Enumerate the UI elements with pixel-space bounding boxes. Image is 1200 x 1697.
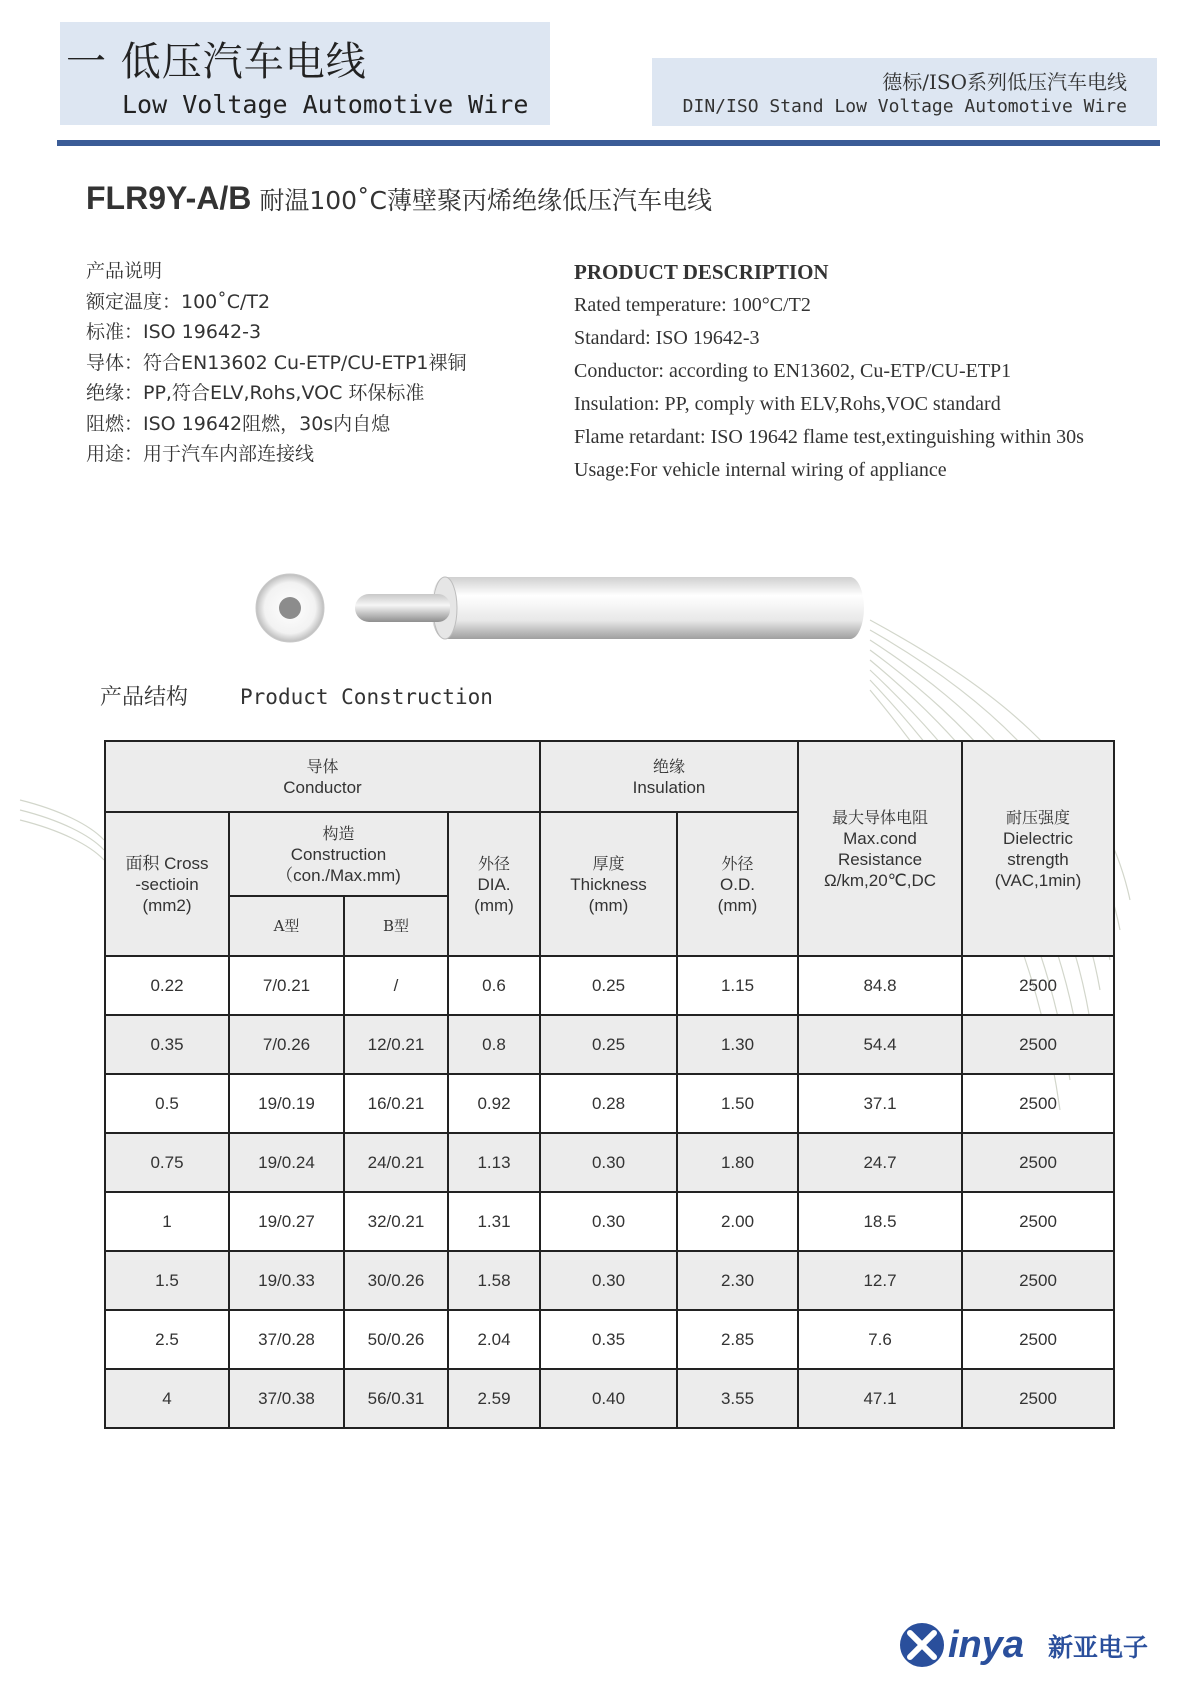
cell-cross-section: 0.75	[105, 1133, 229, 1192]
cell-dia: 0.6	[448, 956, 540, 1015]
cell-thickness: 0.28	[540, 1074, 677, 1133]
header-cross-section: 面积 Cross -sectioin (mm2)	[105, 812, 229, 956]
xinya-logo-mark	[900, 1623, 944, 1667]
cell-a-type: 37/0.38	[229, 1369, 344, 1428]
table-row	[105, 1015, 1114, 1074]
description-cn-line: 绝缘：PP,符合ELV,Rohs,VOC 环保标准	[86, 382, 425, 404]
wire-cross-section	[256, 574, 324, 642]
cell-od: 1.15	[677, 956, 798, 1015]
cell-resistance: 54.4	[798, 1015, 962, 1074]
cell-a-type: 19/0.24	[229, 1133, 344, 1192]
cell-b-type: 30/0.26	[344, 1251, 448, 1310]
cell-dia: 2.59	[448, 1369, 540, 1428]
spec-table	[104, 740, 1115, 1429]
wire-illustration	[0, 560, 1200, 760]
cell-dielectric: 2500	[962, 1369, 1114, 1428]
header-title-cn: 一 低压汽车电线	[66, 39, 367, 85]
product-title	[86, 180, 712, 217]
cell-od: 2.85	[677, 1310, 798, 1369]
cell-b-type: 16/0.21	[344, 1074, 448, 1133]
description-en-line: Rated temperature: 100°C/T2	[574, 294, 811, 316]
header-conductor: 导体 Conductor	[105, 741, 540, 812]
description-en-line: Conductor: according to EN13602, Cu-ETP/CU-ETP1	[574, 360, 1012, 382]
xinya-logo-cn: 新亚电子	[1048, 1633, 1149, 1662]
table-row	[105, 1192, 1114, 1251]
description-cn-line: 标准：ISO 19642-3	[86, 321, 262, 343]
cell-a-type: 19/0.19	[229, 1074, 344, 1133]
header-thickness: 厚度 Thickness (mm)	[540, 812, 677, 956]
cell-cross-section: 0.35	[105, 1015, 229, 1074]
cell-a-type: 7/0.26	[229, 1015, 344, 1074]
cell-a-type: 19/0.27	[229, 1192, 344, 1251]
cell-thickness: 0.30	[540, 1192, 677, 1251]
table-row	[105, 1310, 1114, 1369]
cell-od: 2.30	[677, 1251, 798, 1310]
construction-heading-en: Product Construction	[240, 685, 493, 709]
cell-cross-section: 0.22	[105, 956, 229, 1015]
header-series-cn: 德标/ISO系列低压汽车电线	[882, 70, 1127, 94]
cell-b-type: 32/0.21	[344, 1192, 448, 1251]
cell-dielectric: 2500	[962, 1310, 1114, 1369]
cell-thickness: 0.25	[540, 956, 677, 1015]
cell-b-type: 24/0.21	[344, 1133, 448, 1192]
description-cn	[86, 256, 467, 470]
cell-thickness: 0.30	[540, 1133, 677, 1192]
cell-b-type: 56/0.31	[344, 1369, 448, 1428]
cell-dielectric: 2500	[962, 1192, 1114, 1251]
description-en-heading: PRODUCT DESCRIPTION	[574, 260, 829, 284]
description-cn-heading: 产品说明	[86, 260, 163, 282]
cell-dia: 1.13	[448, 1133, 540, 1192]
header-conductor-dia: 外径 DIA. (mm)	[448, 812, 540, 956]
header-b-type: B型	[344, 896, 448, 956]
cell-od: 2.00	[677, 1192, 798, 1251]
description-en-line: Usage:For vehicle internal wiring of appliance	[574, 459, 947, 481]
cell-thickness: 0.40	[540, 1369, 677, 1428]
header-title-en: Low Voltage Automotive Wire	[122, 90, 529, 119]
xinya-logo	[898, 1620, 1158, 1670]
cell-cross-section: 2.5	[105, 1310, 229, 1369]
cell-od: 3.55	[677, 1369, 798, 1428]
header-left-box	[60, 22, 550, 125]
cell-cross-section: 0.5	[105, 1074, 229, 1133]
cell-a-type: 7/0.21	[229, 956, 344, 1015]
cell-od: 1.50	[677, 1074, 798, 1133]
description-cn-line: 用途：用于汽车内部连接线	[86, 443, 315, 465]
table-row	[105, 1133, 1114, 1192]
cell-a-type: 19/0.33	[229, 1251, 344, 1310]
cell-dia: 0.8	[448, 1015, 540, 1074]
cell-dia: 1.31	[448, 1192, 540, 1251]
cell-thickness: 0.25	[540, 1015, 677, 1074]
cell-resistance: 24.7	[798, 1133, 962, 1192]
cell-od: 1.80	[677, 1133, 798, 1192]
cell-cross-section: 4	[105, 1369, 229, 1428]
cell-resistance: 84.8	[798, 956, 962, 1015]
description-en	[574, 256, 1084, 487]
description-cn-line: 阻燃：ISO 19642阻燃，30s内自熄	[86, 412, 391, 435]
cell-dia: 2.04	[448, 1310, 540, 1369]
cell-dielectric: 2500	[962, 1015, 1114, 1074]
header-dielectric-strength: 耐压强度 Dielectric strength (VAC,1min)	[962, 741, 1114, 956]
cell-dielectric: 2500	[962, 956, 1114, 1015]
cell-dielectric: 2500	[962, 1133, 1114, 1192]
description-en-line: Standard: ISO 19642-3	[574, 327, 760, 349]
cell-b-type: 12/0.21	[344, 1015, 448, 1074]
xinya-logo-text: inya	[948, 1624, 1025, 1666]
spec-table-body	[105, 956, 1114, 1428]
cell-thickness: 0.35	[540, 1310, 677, 1369]
cell-resistance: 37.1	[798, 1074, 962, 1133]
table-row	[105, 1369, 1114, 1428]
description-cn-line: 导体：符合EN13602 Cu-ETP/CU-ETP1裸铜	[86, 351, 467, 374]
header-series-en: DIN/ISO Stand Low Voltage Automotive Wire	[682, 96, 1127, 117]
cell-b-type: /	[344, 956, 448, 1015]
cell-dielectric: 2500	[962, 1074, 1114, 1133]
table-row	[105, 956, 1114, 1015]
construction-heading-cn: 产品结构	[100, 685, 189, 710]
header-right-box	[652, 58, 1157, 126]
construction-heading	[100, 680, 493, 711]
table-row	[105, 1074, 1114, 1133]
wire-side-view	[355, 577, 864, 639]
cell-od: 1.30	[677, 1015, 798, 1074]
header-od: 外径 O.D. (mm)	[677, 812, 798, 956]
description-cn-line: 额定温度：100˚C/T2	[86, 290, 271, 313]
product-model: FLR9Y-A/B	[86, 180, 252, 216]
cell-dia: 0.92	[448, 1074, 540, 1133]
cell-resistance: 18.5	[798, 1192, 962, 1251]
description-en-line: Insulation: PP, comply with ELV,Rohs,VOC standard	[574, 393, 1001, 415]
cell-resistance: 7.6	[798, 1310, 962, 1369]
cell-cross-section: 1.5	[105, 1251, 229, 1310]
product-subtitle: 耐温100˚C薄壁聚丙烯绝缘低压汽车电线	[259, 186, 713, 215]
header-insulation: 绝缘 Insulation	[540, 741, 798, 812]
cell-thickness: 0.30	[540, 1251, 677, 1310]
header-a-type: A型	[229, 896, 344, 956]
cell-cross-section: 1	[105, 1192, 229, 1251]
header-divider	[57, 140, 1160, 146]
table-row	[105, 1251, 1114, 1310]
cell-dielectric: 2500	[962, 1251, 1114, 1310]
cell-resistance: 12.7	[798, 1251, 962, 1310]
header-construction: 构造 Construction （con./Max.mm)	[229, 812, 448, 896]
cell-a-type: 37/0.28	[229, 1310, 344, 1369]
header-max-resistance: 最大导体电阻 Max.cond Resistance Ω/km,20℃,DC	[798, 741, 962, 956]
cell-b-type: 50/0.26	[344, 1310, 448, 1369]
description-en-line: Flame retardant: ISO 19642 flame test,extinguishing within 30s	[574, 426, 1084, 448]
cell-resistance: 47.1	[798, 1369, 962, 1428]
cell-dia: 1.58	[448, 1251, 540, 1310]
